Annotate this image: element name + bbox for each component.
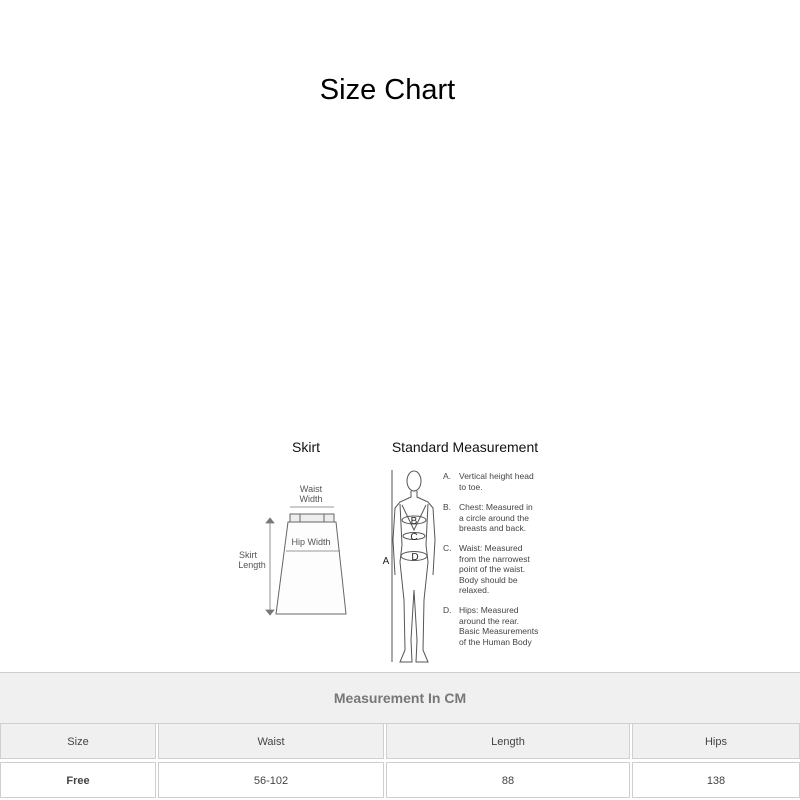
cell-waist: 56-102 [158, 762, 384, 798]
page-title: Size Chart [319, 74, 456, 106]
note-d-line: of the Human Body [459, 637, 532, 647]
hip-width-label: Hip Width [291, 537, 331, 547]
table-header-row [0, 723, 800, 759]
note-c-label: C. [443, 543, 452, 553]
header-waist: Waist [158, 723, 384, 759]
waist-width-label-2: Width [299, 494, 323, 504]
standard-measurement-heading: Standard Measurement [391, 439, 539, 455]
size-table [0, 672, 800, 800]
note-b-line: breasts and back. [459, 523, 527, 533]
note-c-line: Waist: Measured [459, 543, 523, 553]
note-c-line: relaxed. [459, 585, 490, 595]
note-d-line: around the rear. [459, 616, 520, 626]
cell-size: Free [0, 762, 156, 798]
letter-b: B [410, 516, 418, 527]
note-c-line: Body should be [459, 575, 518, 585]
header-hips: Hips [632, 723, 800, 759]
note-c [443, 543, 530, 595]
skirt-length-label: Skirt [239, 550, 257, 560]
table-caption: Measurement In CM [0, 672, 800, 724]
skirt-heading: Skirt [292, 439, 320, 455]
note-d-label: D. [443, 605, 452, 615]
cell-length: 88 [386, 762, 630, 798]
header-size: Size [0, 723, 156, 759]
header-length: Length [386, 723, 630, 759]
note-a-label: A. [443, 471, 452, 481]
letter-c: C [410, 532, 418, 543]
note-d-line: Hips: Measured [459, 605, 519, 615]
note-a [443, 471, 534, 492]
note-c-line: point of the waist. [459, 564, 526, 574]
note-a-line: Vertical height head [459, 471, 534, 481]
note-a-line: to toe. [459, 482, 483, 492]
body-illustration [392, 470, 435, 662]
note-b-line: Chest: Measured in [459, 502, 533, 512]
table-row [0, 762, 800, 798]
note-b-line: a circle around the [459, 513, 529, 523]
skirt-length-label-2: Length [238, 560, 266, 570]
skirt-illustration [276, 514, 346, 614]
note-b [443, 502, 533, 533]
waist-width-label: Waist [299, 484, 323, 494]
note-d-line: Basic Measurements [459, 626, 539, 636]
note-c-line: from the narrowest [459, 554, 530, 564]
note-b-label: B. [443, 502, 452, 512]
letter-a: A [382, 556, 390, 567]
note-d [443, 605, 538, 647]
letter-d: D [411, 552, 419, 563]
cell-hips: 138 [632, 762, 800, 798]
